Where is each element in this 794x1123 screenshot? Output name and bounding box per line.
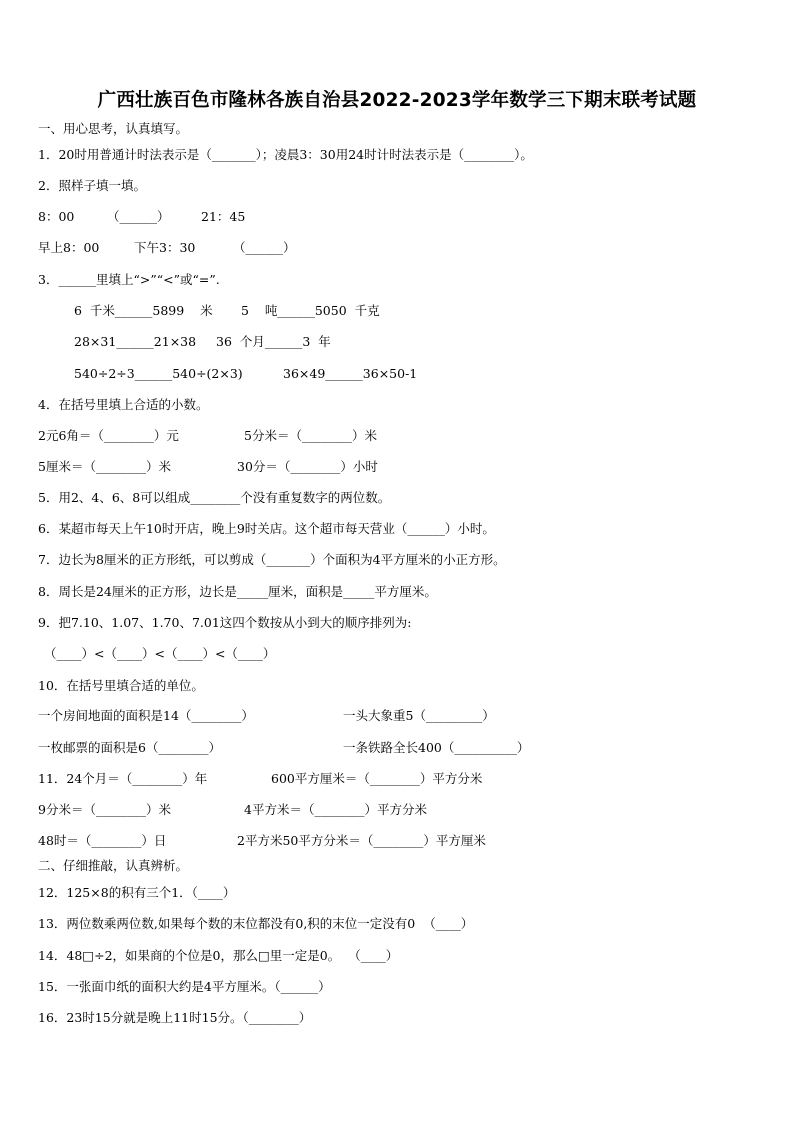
q11-item-6: 2平方米50平方分米＝（________）平方厘米	[237, 833, 486, 848]
section-heading-2: 二、仔细推敲，认真辨析。	[38, 858, 189, 873]
q9-answer-blanks: （____）<（____）<（____）<（____）	[44, 646, 276, 661]
question-2: 2．照样子填一填。	[38, 178, 146, 193]
q2-row1-example: 21：45	[201, 209, 246, 224]
section-heading-1: 一、用心思考，认真填写。	[38, 121, 189, 136]
q3-item-5: 540÷2÷3______540÷(2×3)	[74, 366, 243, 381]
q3-item-2: 5 吨______5050 千克	[241, 303, 380, 318]
question-1: 1．20时用普通计时法表示是（_______）；凌晨3：30用24时计时法表示是（________）。	[38, 147, 533, 162]
q10-item-2: 一头大象重5（_________）	[343, 708, 495, 723]
question-8: 8．周长是24厘米的正方形，边长是_____厘米，面积是_____平方厘米。	[38, 584, 437, 599]
question-4: 4．在括号里填上合适的小数。	[38, 397, 209, 412]
q2-row1-blank: （______）	[107, 209, 170, 224]
q2-row2-blank: （______）	[233, 240, 296, 255]
q3-item-4: 36 个月______3 年	[216, 334, 331, 349]
question-9: 9．把7.10、1.07、1.70、7.01这四个数按从小到大的顺序排列为:	[38, 615, 412, 630]
q2-row2-time: 下午3：30	[134, 240, 196, 255]
q4-item-3: 5厘米＝（________）米	[38, 459, 171, 474]
q3-item-1: 6 千米______5899 米	[74, 303, 213, 318]
q4-item-2: 5分米＝（________）米	[244, 428, 377, 443]
q2-row1-time: 8：00	[38, 209, 75, 224]
question-13: 13．两位数乘两位数,如果每个数的末位都没有0,积的末位一定没有0 （____）	[38, 916, 474, 931]
q4-item-1: 2元6角＝（________）元	[38, 428, 179, 443]
q11-item-1: 11．24个月＝（________）年	[38, 771, 208, 786]
question-7: 7．边长为8厘米的正方形纸，可以剪成（_______）个面积为4平方厘米的小正方形。	[38, 552, 506, 567]
q3-item-6: 36×49______36×50-1	[283, 366, 418, 381]
q10-item-4: 一条铁路全长400（__________）	[343, 740, 530, 755]
question-14: 14．48□÷2，如果商的个位是0，那么□里一定是0。 （____）	[38, 948, 399, 963]
question-6: 6．某超市每天上午10时开店，晚上9时关店。这个超市每天营业（______）小时。	[38, 521, 495, 536]
question-3: 3．______里填上“>”“<”或“=”.	[38, 272, 220, 287]
q11-item-2: 600平方厘米＝（________）平方分米	[271, 771, 483, 786]
q10-item-1: 一个房间地面的面积是14（________）	[38, 708, 254, 723]
q11-item-3: 9分米＝（________）米	[38, 802, 171, 817]
q11-item-4: 4平方米＝（________）平方分米	[244, 802, 427, 817]
q3-item-3: 28×31______21×38	[74, 334, 197, 349]
q4-item-4: 30分＝（________）小时	[237, 459, 378, 474]
question-5: 5．用2、4、6、8可以组成________个没有重复数字的两位数。	[38, 490, 391, 505]
q11-item-5: 48时＝（________）日	[38, 833, 167, 848]
exam-title: 广西壮族百色市隆林各族自治县2022-2023学年数学三下期末联考试题	[97, 90, 697, 111]
q2-row2-example: 早上8：00	[38, 240, 100, 255]
question-10: 10．在括号里填合适的单位。	[38, 678, 204, 693]
question-15: 15．一张面巾纸的面积大约是4平方厘米。（______）	[38, 979, 331, 994]
q10-item-3: 一枚邮票的面积是6（________）	[38, 740, 221, 755]
question-16: 16．23时15分就是晚上11时15分。（________）	[38, 1010, 312, 1025]
question-12: 12．125×8的积有三个1．（____）	[38, 885, 236, 900]
